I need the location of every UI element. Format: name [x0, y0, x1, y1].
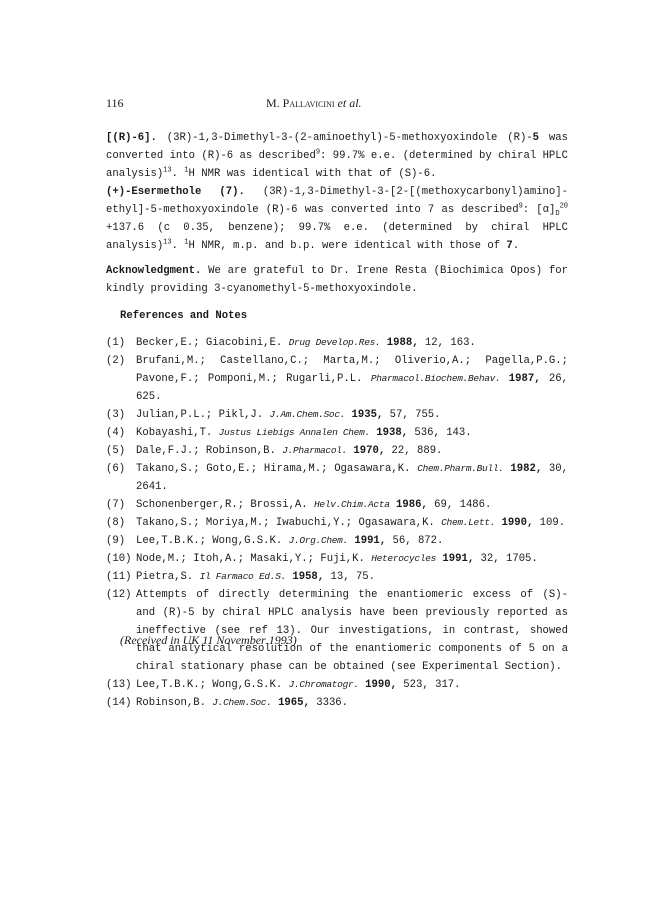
reference-journal: Il Farmaco Ed.S.: [199, 571, 286, 582]
reference-superscript: 9: [315, 148, 321, 157]
rotation-subscript: D: [555, 210, 560, 219]
reference-volume-page: 56, 872.: [386, 535, 444, 547]
reference-item: [106, 406, 568, 424]
reference-volume-page: 536, 143.: [408, 427, 472, 439]
reference-number: (4): [106, 427, 126, 439]
text-run: We are grateful to Dr. Irene Resta (Biochimica Opos) for kindly providing 3-cyanomethyl-5-methoxyoxindole.: [106, 265, 568, 295]
reference-item: [106, 442, 568, 460]
received-date: (Received in UK 11 November 1993): [120, 633, 297, 647]
compound-number: 5: [532, 132, 540, 144]
reference-item: [106, 550, 568, 568]
reference-journal: J.Am.Chem.Soc.: [269, 409, 346, 420]
reference-number: (7): [106, 499, 126, 511]
reference-item: [106, 460, 568, 496]
acknowledgment-label: Acknowledgment.: [106, 265, 202, 277]
reference-journal: Pharmacol.Biochem.Behav.: [370, 373, 501, 384]
reference-authors: Pietra,S.: [136, 571, 200, 583]
compound-label: (+)-Esermethole (7).: [106, 186, 245, 198]
isotope-superscript: 1: [184, 166, 189, 175]
reference-authors: Robinson,B.: [136, 697, 213, 709]
reference-authors: Lee,T.B.K.; Wong,G.S.K.: [136, 679, 289, 691]
reference-authors: Takano,S.; Moriya,M.; Iwabuchi,Y.; Ogasawara,K.: [136, 517, 442, 529]
reference-number: (11): [106, 571, 132, 583]
text-run: : 99.7% e.e. (determined by chiral HPLC analysis): [106, 150, 569, 180]
reference-number: (8): [106, 517, 126, 529]
reference-year: 1991,: [348, 535, 387, 547]
reference-journal: J.Chromatogr.: [288, 679, 359, 690]
reference-volume-page: 3336.: [309, 697, 349, 709]
reference-item: [106, 334, 568, 352]
reference-authors: Schonenberger,R.; Brossi,A.: [136, 499, 315, 511]
reference-number: (9): [106, 535, 126, 547]
reference-item: [106, 532, 568, 550]
reference-journal: Helv.Chim.Acta: [314, 499, 390, 510]
reference-superscript: 9: [518, 202, 523, 211]
text-run: .: [171, 240, 185, 252]
reference-year: 1990,: [495, 517, 534, 529]
page-header: [106, 96, 566, 114]
references-list: [106, 334, 568, 712]
author-etal: et al.: [337, 96, 362, 110]
experimental-paragraph-r6: [106, 129, 568, 183]
reference-item: [106, 352, 568, 406]
reference-volume-page: 57, 755.: [383, 409, 441, 421]
acknowledgment-paragraph: [106, 262, 568, 298]
reference-item: [106, 496, 568, 514]
text-run: (3R)-1,3-Dimethyl-3-[2-[(methoxycarbonyl)amino]-ethyl]-5-methoxyoxindole (R)-6 was converted into 7 as described: [106, 186, 568, 216]
reference-volume-page: 109.: [533, 517, 566, 529]
rotation-superscript: 20: [559, 202, 568, 211]
reference-year: 1982,: [503, 463, 543, 475]
reference-year: 1986,: [389, 499, 428, 511]
reference-number: (2): [106, 355, 126, 367]
text-run: H NMR, m.p. and b.p. were identical with those of: [188, 240, 507, 252]
reference-number: (1): [106, 337, 126, 349]
text-run: +137.6 (c 0.35, benzene); 99.7% e.e. (determined by chiral HPLC analysis): [106, 222, 568, 252]
reference-authors: Becker,E.; Giacobini,E.: [136, 337, 289, 349]
reference-volume-page: 22, 889.: [385, 445, 443, 457]
compound-label: [(R)-6].: [106, 132, 157, 144]
reference-year: 1987,: [500, 373, 541, 385]
reference-authors: Brufani,M.; Castellano,C.; Marta,M.; Oliverio,A.; Pagella,P.G.; Pavone,F.; Pomponi,M.; Rugarli,P.L.: [136, 355, 568, 385]
page-number: 116: [106, 96, 124, 110]
reference-year: 1991,: [436, 553, 475, 565]
running-head-authors: [266, 96, 362, 111]
reference-authors: Julian,P.L.; Pikl,J.: [136, 409, 270, 421]
reference-volume-page: 32, 1705.: [474, 553, 538, 565]
paragraph-text: [106, 183, 568, 255]
reference-authors: Takano,S.; Goto,E.; Hirama,M.; Ogasawara,K.: [136, 463, 418, 475]
reference-year: 1938,: [369, 427, 409, 439]
reference-number: (10): [106, 553, 132, 565]
reference-item: [106, 694, 568, 712]
experimental-paragraph-esermethole: [106, 183, 568, 255]
paragraph-text: [106, 129, 568, 183]
reference-authors: Node,M.; Itoh,A.; Masaki,Y.; Fuji,K.: [136, 553, 372, 565]
author-name: M. Pallavicini: [266, 96, 335, 110]
reference-year: 1990,: [358, 679, 397, 691]
reference-volume-page: 69, 1486.: [427, 499, 492, 511]
paragraph-text: [106, 262, 568, 298]
isotope-superscript: 1: [184, 238, 189, 247]
reference-number: (13): [106, 679, 132, 691]
reference-number: (12): [106, 589, 132, 601]
text-run: was converted into (R)-6 as described: [106, 132, 568, 162]
reference-number: (3): [106, 409, 126, 421]
reference-superscript: 13: [163, 238, 172, 247]
reference-journal: J.Pharmacol.: [282, 445, 348, 456]
reference-journal: Justus Liebigs Annalen Chem.: [218, 427, 370, 438]
reference-number: (5): [106, 445, 126, 457]
reference-year: 1965,: [271, 697, 310, 709]
reference-authors: Lee,T.B.K.; Wong,G.S.K.: [136, 535, 289, 547]
reference-journal: J.Org.Chem.: [288, 535, 348, 546]
text-run: .: [171, 168, 185, 180]
reference-item: [106, 676, 568, 694]
reference-item: [106, 424, 568, 442]
reference-number: (14): [106, 697, 132, 709]
reference-item: [106, 514, 568, 532]
text-run: (3R)-1,3-Dimethyl-3-(2-aminoethyl)-5-methoxyoxindole (R)-: [156, 132, 533, 144]
reference-volume-page: 523, 317.: [396, 679, 461, 691]
reference-authors: Kobayashi,T.: [136, 427, 219, 439]
reference-volume-page: 30, 2641.: [136, 463, 568, 493]
text-run: .: [512, 240, 520, 252]
references-heading: References and Notes: [120, 310, 248, 322]
reference-number: (6): [106, 463, 126, 475]
reference-journal: J.Chem.Soc.: [212, 697, 272, 708]
reference-year: 1988,: [380, 337, 419, 349]
compound-number: 7: [506, 240, 513, 252]
reference-superscript: 13: [163, 166, 172, 175]
reference-journal: Drug Develop.Res.: [288, 337, 381, 348]
reference-volume-page: 26, 625.: [136, 373, 568, 403]
text-run: : [α]: [522, 204, 556, 216]
reference-authors: Dale,F.J.; Robinson,B.: [136, 445, 283, 457]
reference-journal: Chem.Lett.: [441, 517, 496, 528]
text-run: H NMR was identical with that of (S)-6.: [188, 168, 437, 180]
reference-authors: Attempts of directly determining the enantiomeric excess of (S)- and (R)-5 by chiral HPLC analysis have been previously reported as ineffective (see ref 13). Our investigations, in contrast, showed that analytical resolution of the enantiomeric components of 5 on a chiral stationary phase can be obtained (see Experimental Section).: [136, 589, 568, 673]
reference-journal: Chem.Pharm.Bull.: [417, 463, 504, 474]
reference-year: 1935,: [345, 409, 384, 421]
reference-item: [106, 586, 568, 676]
reference-journal: Heterocycles: [371, 553, 437, 564]
reference-year: 1970,: [347, 445, 386, 457]
reference-year: 1958,: [286, 571, 325, 583]
reference-item: [106, 568, 568, 586]
reference-volume-page: 13, 75.: [324, 571, 376, 583]
reference-volume-page: 12, 163.: [418, 337, 476, 349]
